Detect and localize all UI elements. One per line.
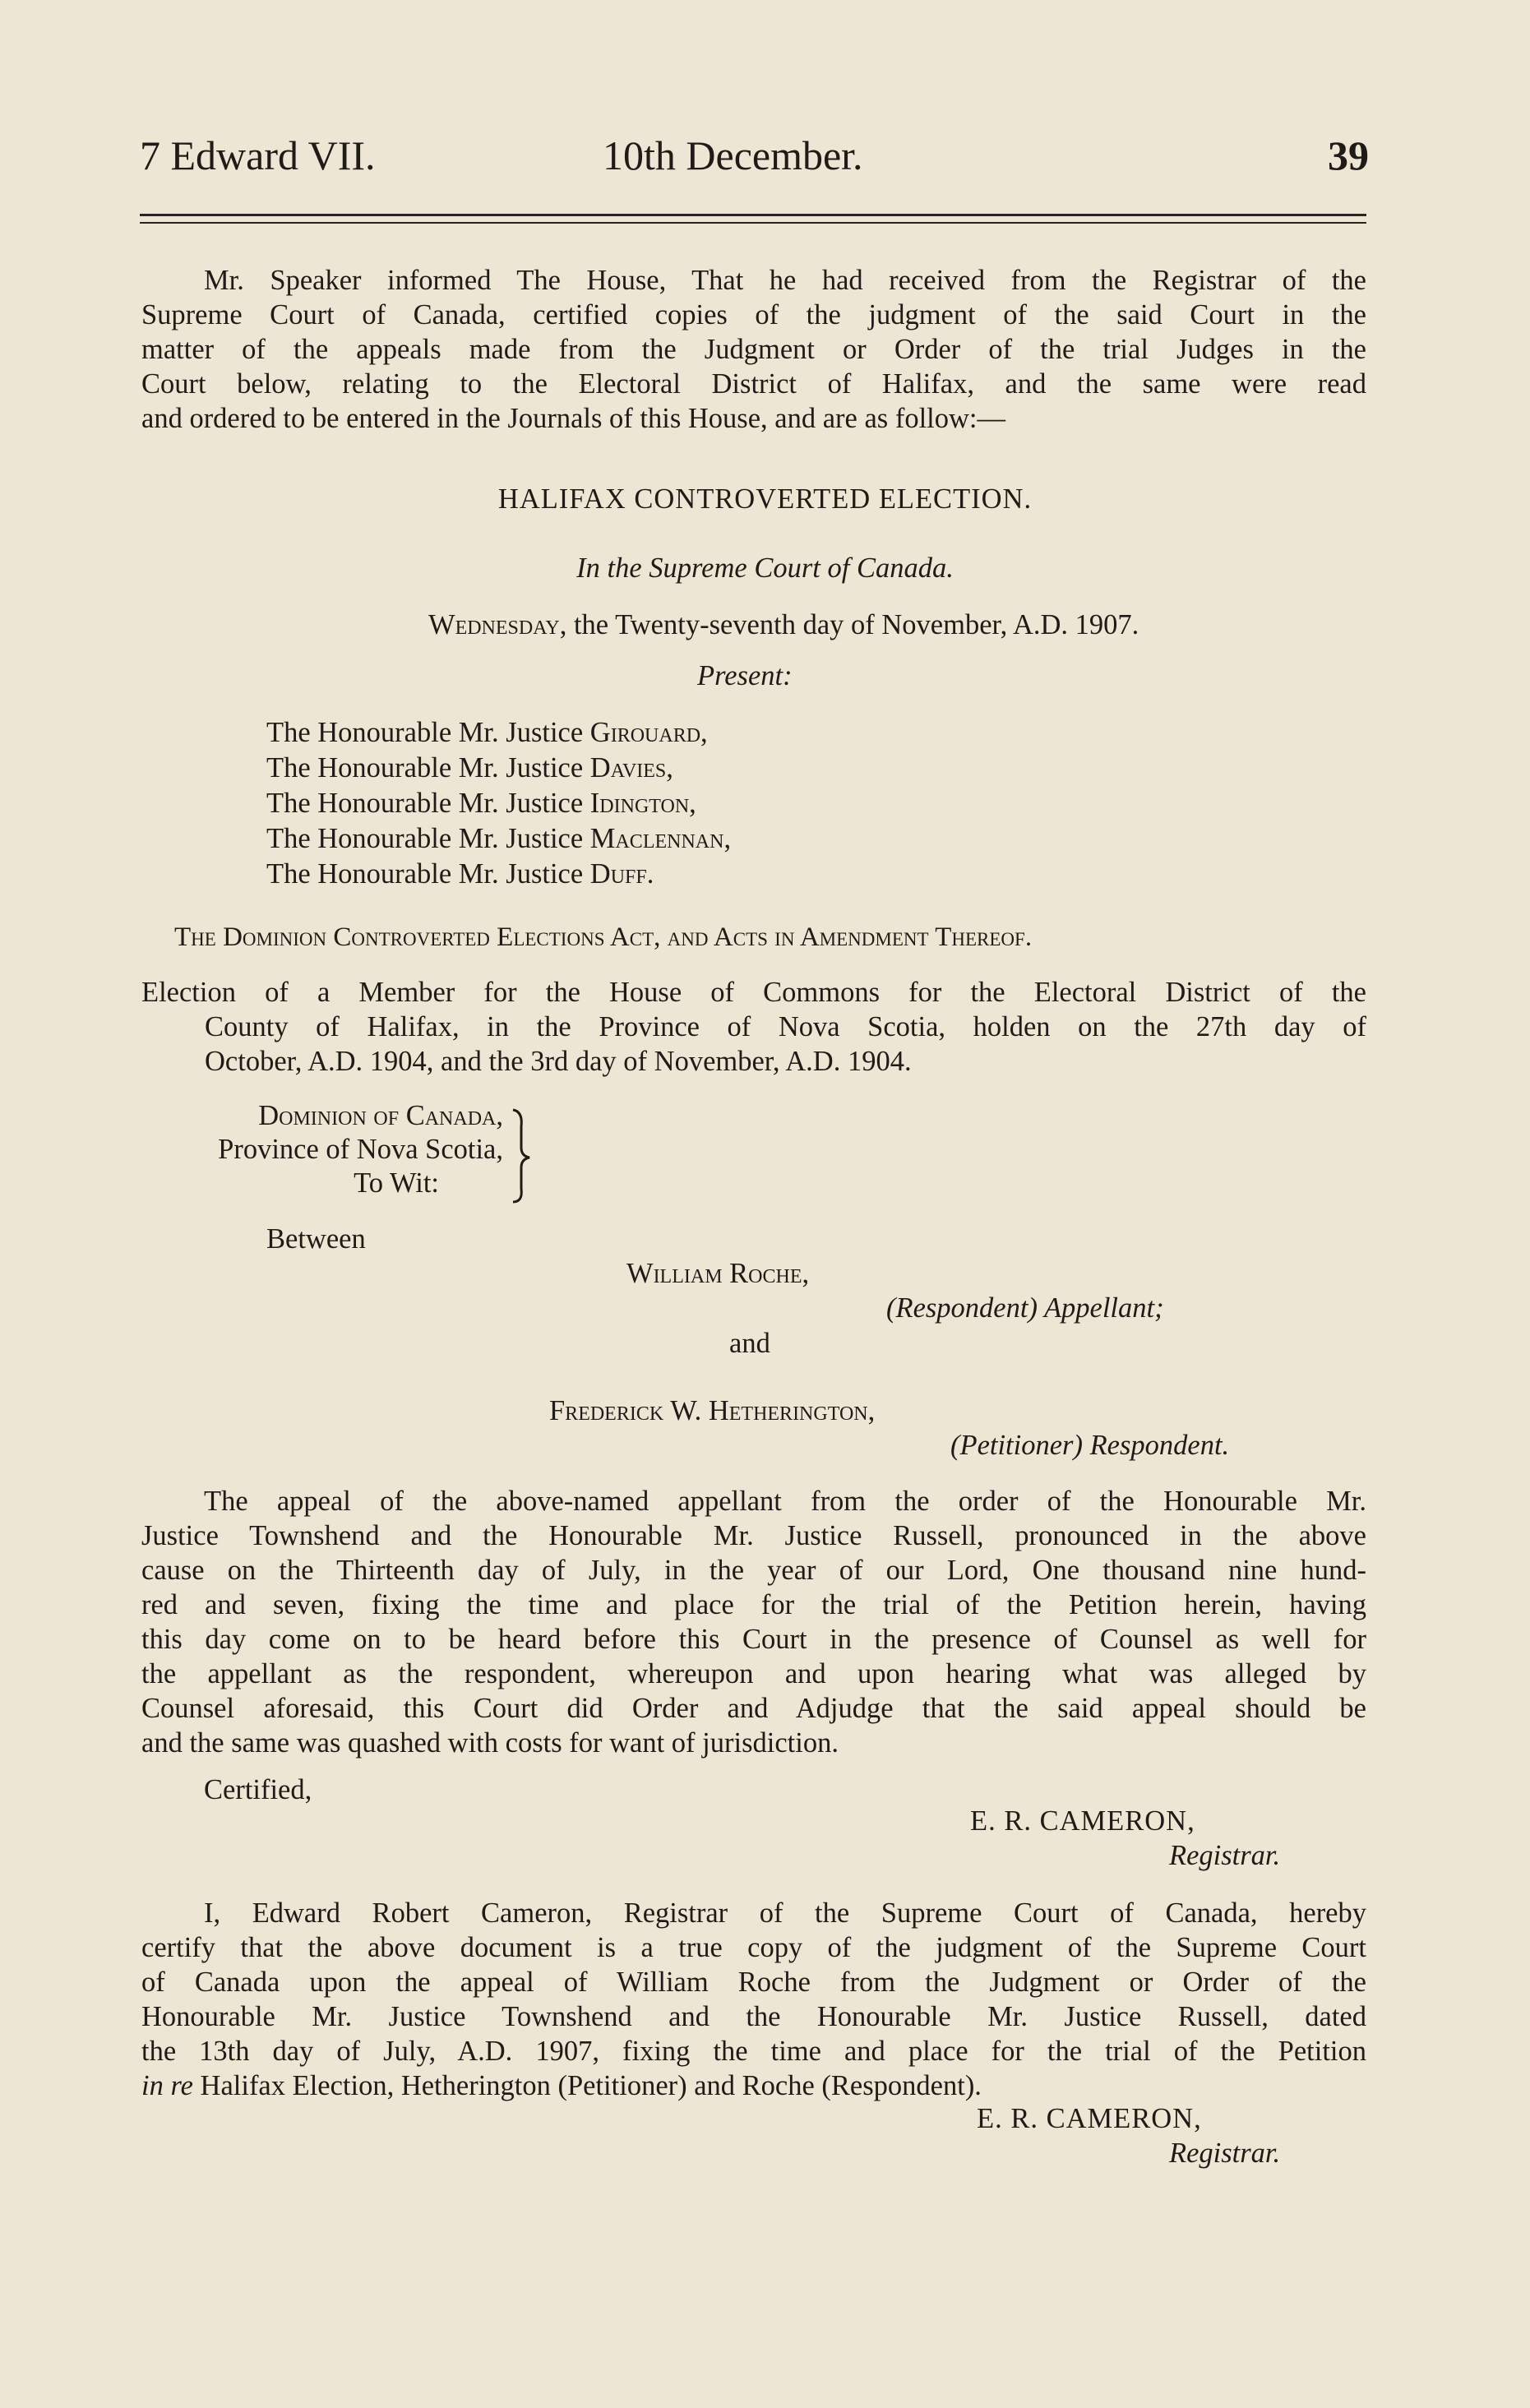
judgment-line: Justice Townshend and the Honourable Mr. Justice Russell, pronounced in the above <box>141 1520 1366 1551</box>
jurisdiction-to-wit: To Wit: <box>354 1167 439 1199</box>
header-rule-bottom <box>140 222 1366 224</box>
judge-line: The Honourable Mr. Justice Girouard, <box>266 717 708 748</box>
intro-line: and ordered to be entered in the Journals of this House, and are as follow:— <box>141 403 1005 434</box>
judgment-line: and the same was quashed with costs for want of jurisdiction. <box>141 1727 839 1759</box>
judgment-line: red and seven, fixing the time and place for the trial of the Petition herein, having <box>141 1589 1366 1620</box>
judge-name: Davies, <box>589 752 673 783</box>
jurisdiction-country: Dominion of Canada, <box>258 1100 503 1131</box>
intro-line: Supreme Court of Canada, certified copies of the judgment of the said Court in the <box>141 299 1366 330</box>
judgment-paragraph <box>141 1484 1366 1760</box>
respondent-role: (Petitioner) Respondent. <box>950 1430 1230 1461</box>
election-line: Election of a Member for the House of Commons for the Electoral District of the <box>141 977 1366 1008</box>
act-title: The Dominion Controverted Elections Act, and Acts in Amendment Thereof. <box>174 922 1033 952</box>
hearing-weekday: Wednesday, <box>428 609 567 640</box>
header-rule-top <box>140 214 1366 216</box>
hearing-date <box>428 609 1139 641</box>
certificate-line: in re Halifax Election, Hetherington (Petitioner) and Roche (Respondent). <box>141 2070 982 2101</box>
certified-label: Certified, <box>204 1774 312 1805</box>
intro-paragraph <box>141 263 1366 436</box>
certificate-paragraph <box>141 1896 1366 2103</box>
judge-name: Duff. <box>589 858 654 890</box>
certificate-signer-title: Registrar. <box>1169 2138 1281 2169</box>
judge-name: Maclennan, <box>589 823 732 854</box>
judge-line: The Honourable Mr. Justice Duff. <box>266 858 654 890</box>
in-re-phrase: in re <box>141 2070 193 2101</box>
certificate-line: of Canada upon the appeal of William Roche from the Judgment or Order of the <box>141 1967 1366 1998</box>
present-label: Present: <box>697 660 793 691</box>
intro-line: Mr. Speaker informed The House, That he had received from the Registrar of the <box>204 265 1366 296</box>
registrar-title: Registrar. <box>1169 1840 1281 1871</box>
election-line: October, A.D. 1904, and the 3rd day of November, A.D. 1904. <box>205 1046 912 1077</box>
judgment-line: the appellant as the respondent, whereupon and upon hearing what was alleged by <box>141 1658 1366 1689</box>
between-label: Between <box>266 1223 366 1255</box>
judge-line: The Honourable Mr. Justice Maclennan, <box>266 823 732 854</box>
judge-name: Idington, <box>589 788 696 819</box>
appellant-role: (Respondent) Appellant; <box>886 1292 1164 1324</box>
judge-line: The Honourable Mr. Justice Idington, <box>266 788 696 819</box>
appellant-name: William Roche, <box>626 1258 810 1289</box>
case-title: HALIFAX CONTROVERTED ELECTION. <box>497 483 1033 515</box>
hearing-date-rest: the Twenty-seventh day of November, A.D. 1907. <box>573 609 1139 640</box>
certificate-line: the 13th day of July, A.D. 1907, fixing the time and place for the trial of the Petition <box>141 2036 1366 2067</box>
and-label: and <box>729 1328 770 1359</box>
judge-name: Girouard, <box>589 717 708 748</box>
certificate-line: Honourable Mr. Justice Townshend and the Honourable Mr. Justice Russell, dated <box>141 2001 1366 2032</box>
judgment-line: Counsel aforesaid, this Court did Order and Adjudge that the said appeal should be <box>141 1693 1366 1724</box>
header-date: 10th December. <box>603 132 863 178</box>
judgment-line: this day come on to be heard before this Court in the presence of Counsel as well for <box>141 1624 1366 1655</box>
page-number: 39 <box>1328 132 1369 178</box>
header-regnal-year: 7 Edward VII. <box>140 132 376 178</box>
registrar-signature: E. R. CAMERON, <box>970 1805 1195 1837</box>
jurisdiction-block <box>141 1099 503 1200</box>
certificate-line: certify that the above document is a true copy of the judgment of the Supreme Court <box>141 1932 1366 1963</box>
election-line: County of Halifax, in the Province of Nova Scotia, holden on the 27th day of <box>205 1011 1366 1042</box>
court-name: In the Supreme Court of Canada. <box>576 552 954 584</box>
certificate-signature: E. R. CAMERON, <box>977 2103 1202 2134</box>
certificate-line: I, Edward Robert Cameron, Registrar of the Supreme Court of Canada, hereby <box>204 1897 1366 1929</box>
respondent-name: Frederick W. Hetherington, <box>549 1395 876 1426</box>
intro-line: matter of the appeals made from the Judgment or Order of the trial Judges in the <box>141 334 1366 365</box>
judges-list <box>266 715 731 892</box>
judge-line: The Honourable Mr. Justice Davies, <box>266 752 673 783</box>
jurisdiction-province: Province of Nova Scotia, <box>218 1134 503 1165</box>
judgment-line: cause on the Thirteenth day of July, in the year of our Lord, One thousand nine hund- <box>141 1555 1366 1586</box>
judgment-line: The appeal of the above-named appellant from the order of the Honourable Mr. <box>204 1486 1366 1517</box>
right-brace-icon <box>510 1107 534 1205</box>
intro-line: Court below, relating to the Electoral District of Halifax, and the same were read <box>141 368 1366 400</box>
election-paragraph <box>141 975 1366 1079</box>
